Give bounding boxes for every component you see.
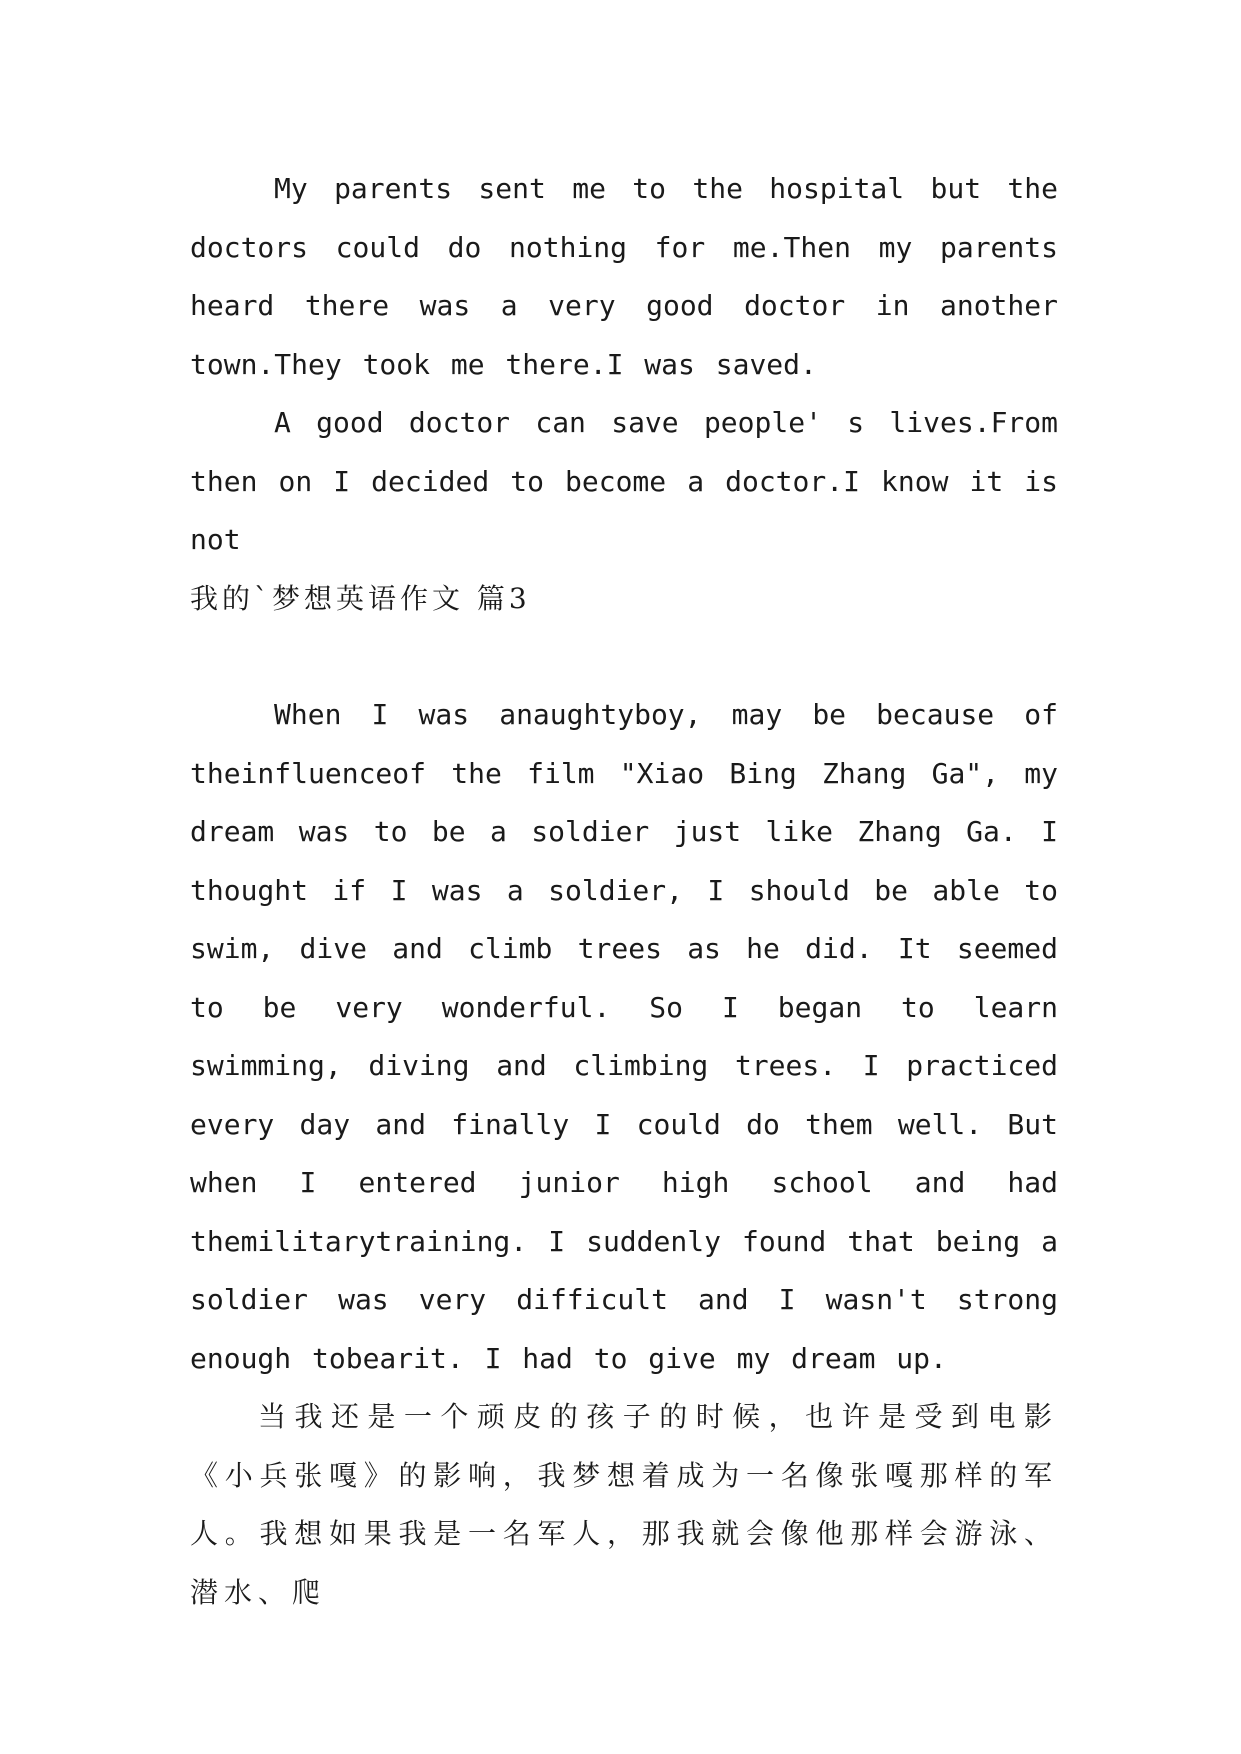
section-heading: 我的`梦想英语作文 篇3 [190,581,531,615]
section-spacer [190,628,1058,686]
document-page [190,160,1058,1622]
paragraph-soldier-dream: When I was anaughtyboy, may be because of theinfluenceof the film "Xiao Bing Zhang Ga", my dream was to be a soldier just like Zhang Ga. I thought if I was a soldier, I should be able to swim, dive and climb trees as he did. It seemed to be very wonderful. So I began to learn swimming, diving and climbing trees. I practiced every day and finally I could do them well. But when I entered junior high school and had themilitarytraining. I suddenly found that being a soldier was very difficult and I wasn't strong enough tobearit. I had to give my dream up. [190,698,1058,1375]
paragraph-chinese-translation: 当我还是一个顽皮的孩子的时候，也许是受到电影《小兵张嘎》的影响，我梦想着成为一名像张嘎那样的军人。我想如果我是一名军人，那我就会像他那样会游泳、潜水、爬 [190,1400,1058,1609]
paragraph-hospital: My parents sent me to the hospital but the doctors could do nothing for me.Then my parents heard there was a very good doctor in another town.They took me there.I was saved. [190,172,1058,381]
paragraph-good-doctor: A good doctor can save people' s lives.From then on I decided to become a doctor.I know it is not [190,406,1058,556]
